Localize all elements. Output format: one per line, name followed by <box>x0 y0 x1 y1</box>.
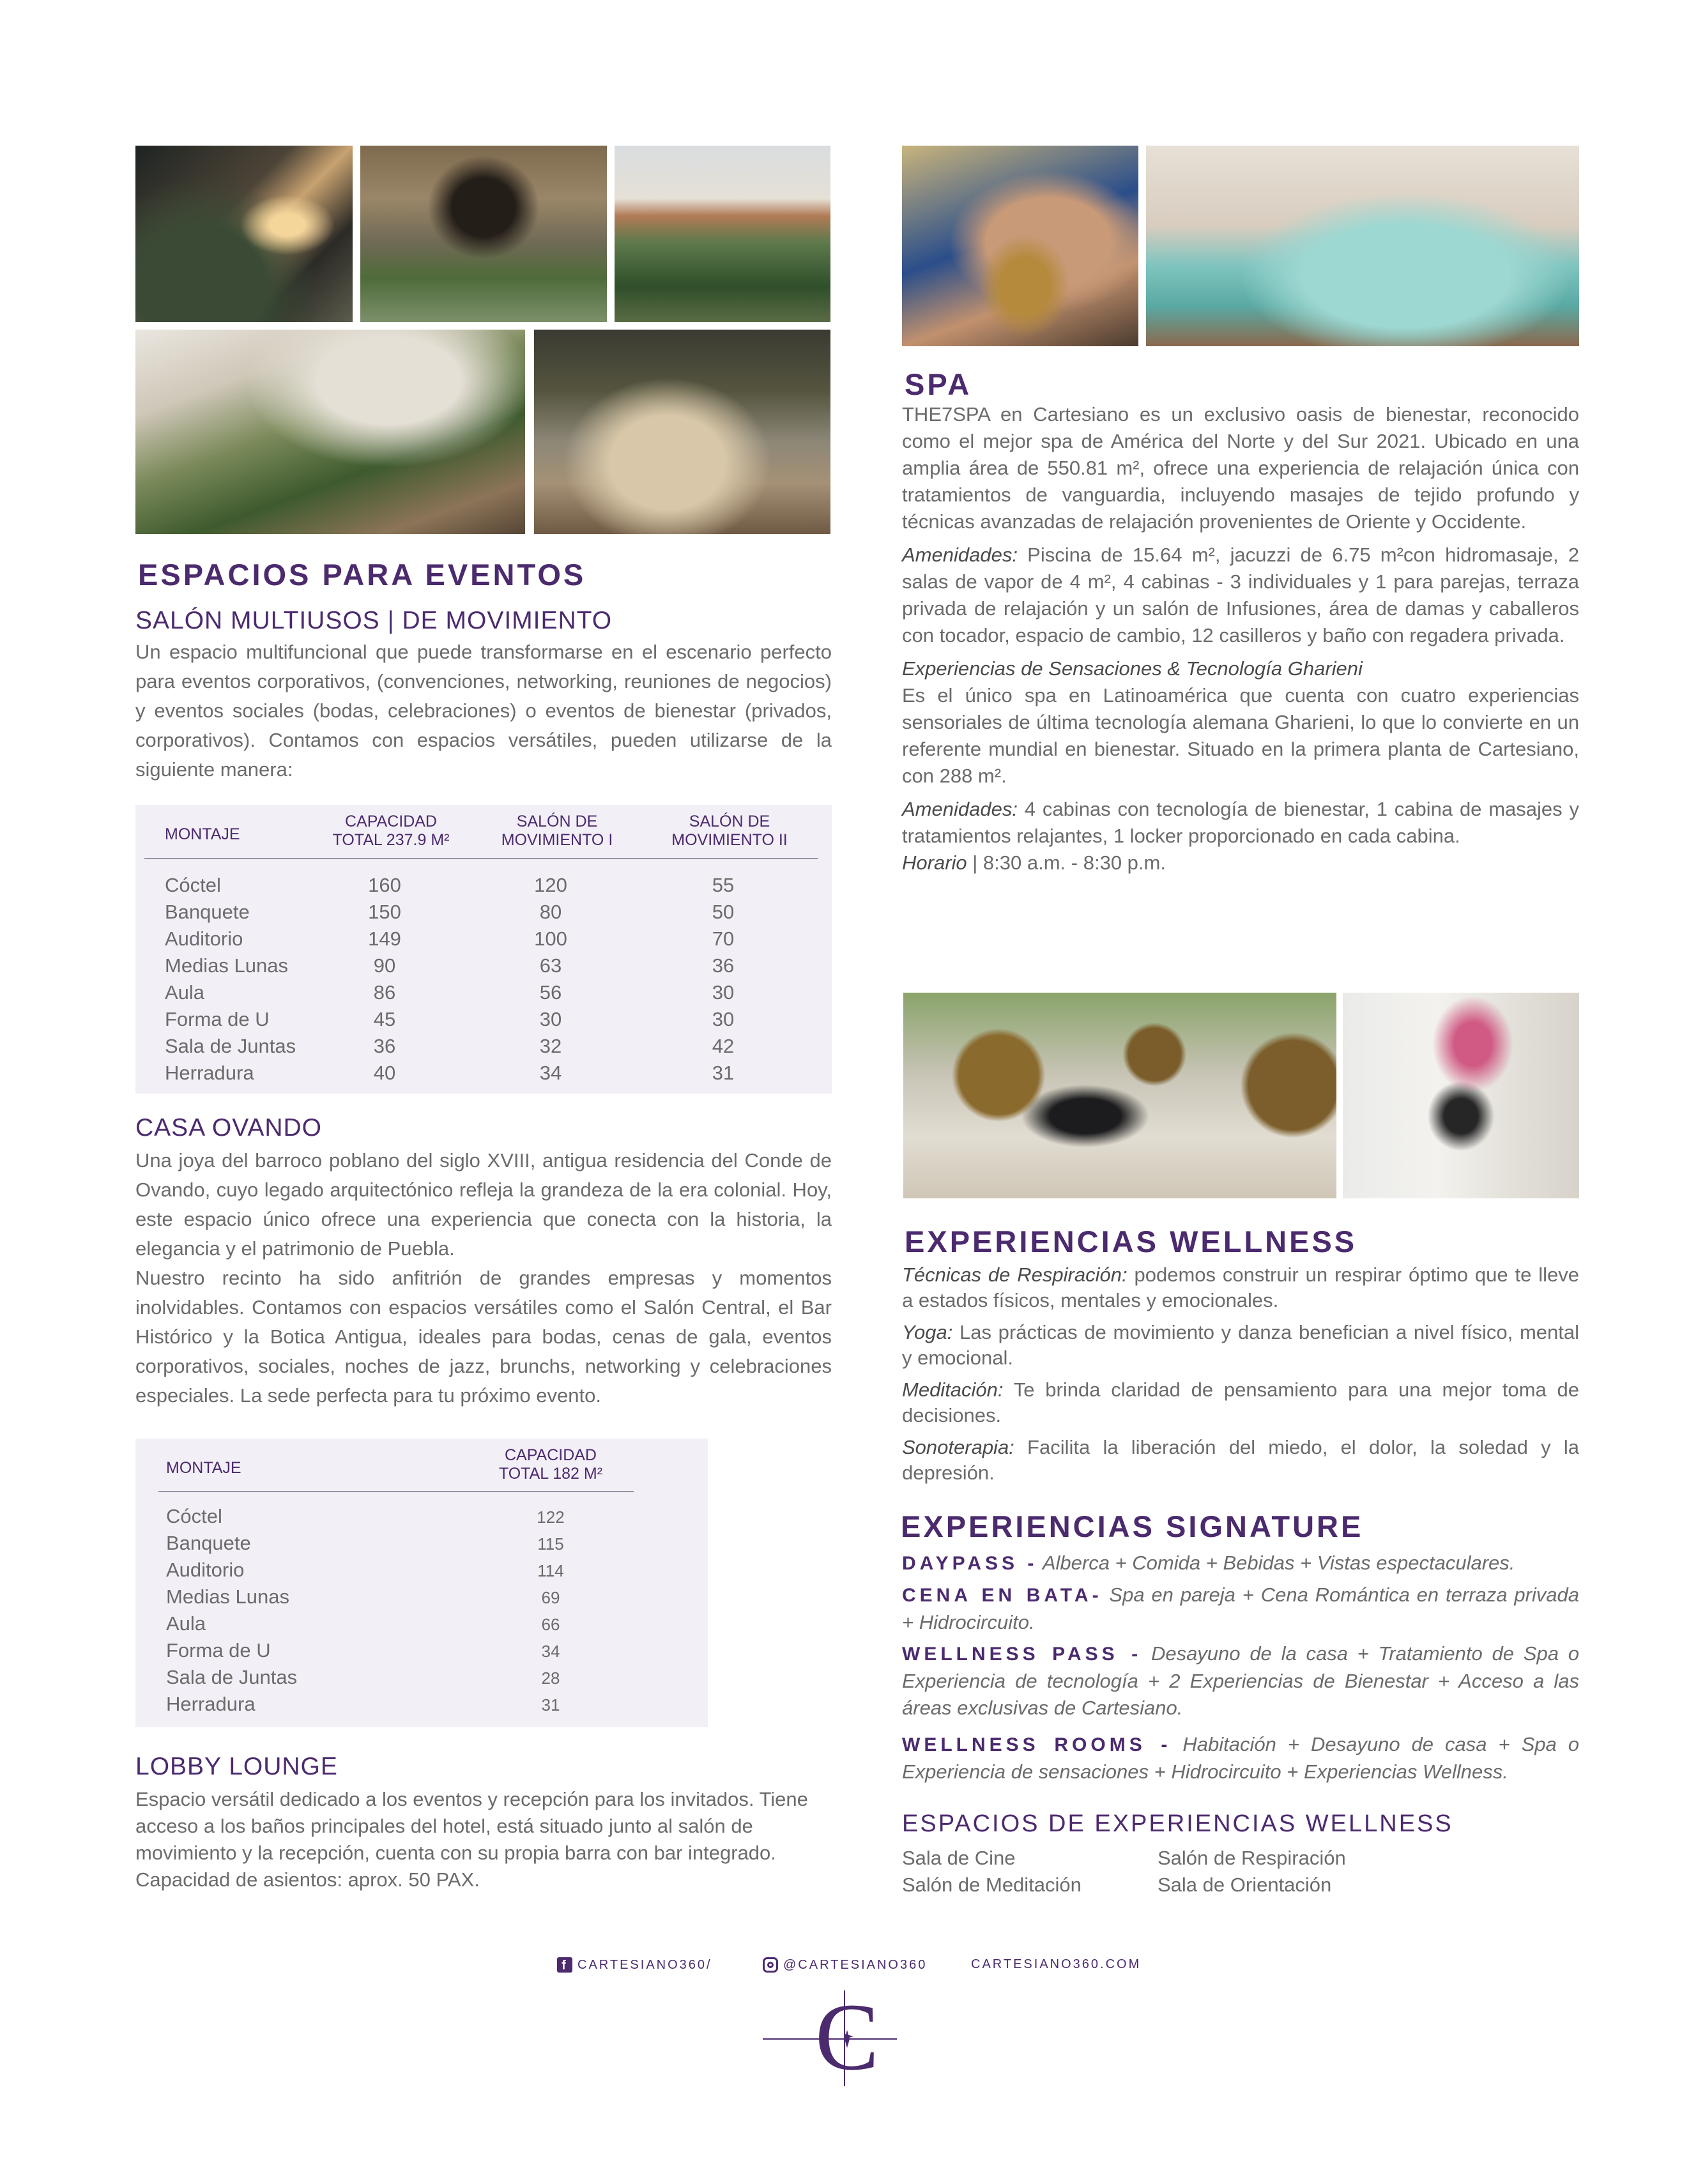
signature-heading: EXPERIENCIAS SIGNATURE <box>901 1509 1364 1543</box>
table-cell-total: 69 <box>541 1588 560 1607</box>
table-cell-m2: 42 <box>712 1035 735 1057</box>
table-cell-m2: 30 <box>712 981 735 1004</box>
table-cell-m1: 56 <box>539 981 562 1004</box>
table-cell-total: 160 <box>368 874 401 896</box>
casa-ovando-description: Una joya del barroco poblano del siglo XVIII, antigua residencia del Conde de Ovando, cuyo legado arquitectónico refleja la grandeza de la era colonial. Hoy, este espacio único ofrece una experiencia que conecta con la historia, la elegancia y el patrimonio de Puebla. Nuestro recinto ha sido anfitrión de grandes empresas y momentos inolvidables. Contamos con espacios versátiles como el Salón Central, el Bar Histórico y la Botica Antigua, ideales para bodas, cenas de gala, eventos corporativos, sociales, noches de jazz, brunchs, networking y celebraciones especiales. La sede perfecta para tu próximo evento. <box>135 1149 832 1407</box>
table-cell-name: Forma de U <box>166 1639 271 1661</box>
table-cell-name: Forma de U <box>165 1008 270 1030</box>
signature-item-key: CENA EN BATA- <box>902 1585 1103 1606</box>
table-cell-m1: 120 <box>534 874 567 896</box>
logo-letter: C <box>815 1984 880 2090</box>
table-row <box>135 928 832 954</box>
table-header-movimiento-2: SALÓN DE MOVIMIENTO II <box>671 813 788 849</box>
table-cell-m2: 70 <box>712 928 735 950</box>
table-cell-total: 150 <box>368 901 401 923</box>
table-cell-total: 114 <box>537 1561 564 1580</box>
wellness-item-text: Te brinda claridad de pensamiento para una mejor toma de decisiones. <box>902 1378 1579 1426</box>
table-header-rule <box>144 858 818 859</box>
signature-item-key: WELLNESS PASS - <box>902 1644 1142 1665</box>
table-cell-total: 34 <box>541 1642 560 1661</box>
wellness-item <box>902 1377 1579 1428</box>
website-link[interactable]: CARTESIANO360.COM <box>971 1957 1142 1971</box>
table-row <box>135 1532 708 1559</box>
table-cell-total: 149 <box>368 928 401 950</box>
wellness-item-text: Las prácticas de movimiento y danza benefician a nivel físico, mental y emocional. <box>902 1321 1579 1369</box>
table-row <box>135 901 832 928</box>
photo-spa-pool <box>1146 146 1579 346</box>
wellness-heading: EXPERIENCIAS WELLNESS <box>905 1225 1357 1258</box>
table-cell-m2: 31 <box>712 1062 735 1084</box>
instagram-icon <box>763 1957 778 1973</box>
table-cell-total: 90 <box>373 954 396 977</box>
table-cell-total: 86 <box>373 981 396 1004</box>
photo-gong-sound-therapy <box>903 993 1336 1198</box>
wellness-item-label: Yoga: <box>902 1321 953 1343</box>
photo-colonial-patio <box>135 330 525 534</box>
facebook-icon: f <box>557 1957 572 1973</box>
signature-item <box>902 1582 1579 1636</box>
table-cell-name: Aula <box>166 1612 206 1635</box>
table-header-movimiento-1: SALÓN DE MOVIMIENTO I <box>501 813 613 849</box>
table-cell-m2: 50 <box>712 901 735 923</box>
table-cell-m2: 36 <box>712 954 735 977</box>
table-cell-name: Aula <box>165 981 205 1004</box>
wellness-item-text: Facilita la liberación del miedo, el dolor, la soledad y la depresión. <box>902 1436 1579 1484</box>
table-cell-total: 115 <box>537 1534 564 1554</box>
wellness-spaces-heading: ESPACIOS DE EXPERIENCIAS WELLNESS <box>902 1810 1453 1837</box>
table2-header-montaje: MONTAJE <box>166 1459 241 1477</box>
table-row <box>135 874 832 901</box>
table-header-capacidad: CAPACIDAD TOTAL 237.9 M² <box>332 813 450 849</box>
signature-item <box>902 1550 1579 1577</box>
lobby-lounge-description: Espacio versátil dedicado a los eventos y recepción para los invitados. Tiene acceso a los baños principales del hotel, está situado junto al salón de movimiento y la recepción, cuenta con su propia barra con bar integrado. Capacidad de asientos: aprox. 50 PAX. <box>135 1788 808 1891</box>
wellness-item-text: podemos construir un respirar óptimo que te lleve a estados físicos, mentales y emocionales. <box>902 1264 1579 1311</box>
table-row <box>135 1639 708 1666</box>
signature-item-key: DAYPASS - <box>902 1553 1038 1574</box>
signature-item-text: Alberca + Comida + Bebidas + Vistas espectaculares. <box>1037 1552 1515 1574</box>
table2-header-capacidad: CAPACIDAD TOTAL 182 M² <box>498 1446 603 1483</box>
signature-item <box>902 1640 1579 1722</box>
photo-garden-city-view <box>615 146 830 322</box>
table-row <box>135 1035 832 1062</box>
table-cell-name: Medias Lunas <box>166 1585 290 1608</box>
table-row <box>135 1585 708 1612</box>
signature-item-text: Habitación + Desayuno de casa + Spa o Experiencia de sensaciones + Hidrocircuito + Experiencias Wellness. <box>902 1733 1579 1783</box>
wellness-item-label: Meditación: <box>902 1378 1004 1401</box>
table-row <box>135 1693 708 1720</box>
table-row <box>135 1062 832 1088</box>
table2-header-rule <box>158 1491 634 1492</box>
table-cell-name: Banquete <box>165 901 250 923</box>
table-row <box>135 1559 708 1585</box>
instagram-link[interactable]: @CARTESIANO360 <box>763 1957 927 1973</box>
table-row <box>135 1666 708 1693</box>
table-cell-total: 36 <box>373 1035 396 1057</box>
table-cell-name: Sala de Juntas <box>165 1035 296 1057</box>
table-cell-name: Herradura <box>166 1693 256 1715</box>
signature-item <box>902 1731 1579 1785</box>
cartesiano-logo <box>763 1984 897 2090</box>
table-cell-name: Cóctel <box>165 874 221 896</box>
table-row <box>135 1505 708 1532</box>
wellness-list <box>902 1262 1579 1486</box>
wellness-item <box>902 1320 1579 1371</box>
wellness-item <box>902 1262 1579 1313</box>
wellness-item <box>902 1435 1579 1486</box>
table-cell-total: 28 <box>541 1669 560 1688</box>
table-cell-m1: 32 <box>539 1035 562 1057</box>
spa-heading: SPA <box>905 367 972 401</box>
salon-description: Un espacio multifuncional que puede transformarse en el escenario perfecto para eventos corporativos, (convenciones, networking, reuniones de negocios) y eventos sociales (bodas, celebraciones) o eventos de bienestar (privados, corporativos). Contamos con espacios versátiles, pueden utilizarse de la siguiente manera: <box>135 641 832 781</box>
events-heading: ESPACIOS PARA EVENTOS <box>138 558 586 592</box>
photo-stone-arch-courtyard <box>360 146 607 322</box>
table-cell-name: Medias Lunas <box>165 954 289 977</box>
spa-description: THE7SPA en Cartesiano es un exclusivo oasis de bienestar, reconocido como el mejor spa de América del Norte y del Sur 2021. Ubicado en una amplia área de 550.81 m², ofrece una experiencia de relajación única con tratamientos de vanguardia, incluyendo masajes de tejido profundo y técnicas avanzadas de relajación provenientes de Oriente y Occidente. Amenidades: Piscina de 15.64 m², jacuzzi de 6.75 m²con hidromasaje, 2 salas de vapor de 4 m², 4 cabinas - 3 individuales y 1 para parejas, terraza privada de relajación y un salón de Infusiones, área de damas y caballeros con tocador, espacio de cambio, 12 casilleros y baño con regadera privada. Experiencias de Sensaciones & Tecnología Gharieni Es el único spa en Latinoamérica que cuenta con cuatro experiencias sensoriales de última tecnología alemana Gharieni, lo que lo convierte en un referente mundial en bienestar. Situado en la primera planta de Cartesiano, con 288 m². Amenidades: 4 cabinas con tecnología de bienestar, 1 cabina de masajes y tratamientos relajantes, 1 locker proporcionado en cada cabina. Horario | 8:30 a.m. - 8:30 p.m. <box>902 403 1579 874</box>
table-cell-name: Auditorio <box>166 1559 245 1581</box>
signature-item-text: Spa en pareja + Cena Romántica en terraza privada + Hidrocircuito. <box>902 1584 1579 1633</box>
salon-title: SALÓN MULTIUSOS | DE MOVIMIENTO <box>135 607 613 634</box>
table-cell-m1: 100 <box>534 928 567 950</box>
wellness-item-label: Técnicas de Respiración: <box>902 1264 1128 1286</box>
photo-aerial-yoga <box>1343 993 1579 1198</box>
table-cell-m1: 34 <box>539 1062 562 1084</box>
photo-singing-bowl-massage <box>902 146 1138 346</box>
table-cell-total: 31 <box>541 1695 560 1714</box>
table-cell-name: Banquete <box>166 1532 251 1554</box>
signature-item-key: WELLNESS ROOMS - <box>902 1734 1172 1755</box>
table-cell-m2: 30 <box>712 1008 735 1030</box>
salon-capacity-table <box>135 805 832 1094</box>
wellness-spaces-col-1: Sala de Cine Salón de Meditación <box>902 1847 1082 1896</box>
table-cell-total: 45 <box>373 1008 396 1030</box>
table-row <box>135 1612 708 1639</box>
photo-banquet-terrace <box>534 330 830 534</box>
table-cell-name: Cóctel <box>166 1505 222 1527</box>
table-cell-name: Herradura <box>165 1062 254 1084</box>
photo-illuminated-staircase <box>135 146 353 322</box>
table-cell-m1: 80 <box>539 901 562 923</box>
signature-item-text: Desayuno de la casa + Tratamiento de Spa o Experiencia de tecnología + 2 Experiencias de Bienestar + Acceso a las áreas exclusivas de Cartesiano. <box>902 1642 1579 1719</box>
table-cell-total: 40 <box>373 1062 396 1084</box>
table-row <box>135 981 832 1008</box>
lobby-lounge-title: LOBBY LOUNGE <box>135 1753 338 1780</box>
casa-ovando-title: CASA OVANDO <box>135 1114 323 1142</box>
table-cell-name: Auditorio <box>165 928 243 950</box>
wellness-item-label: Sonoterapia: <box>902 1436 1014 1458</box>
table-cell-total: 122 <box>537 1508 565 1527</box>
table-cell-m1: 63 <box>539 954 562 977</box>
table-cell-total: 66 <box>541 1615 560 1634</box>
table-cell-name: Sala de Juntas <box>166 1666 298 1688</box>
casa-capacity-table <box>135 1439 708 1727</box>
table-row <box>135 954 832 981</box>
table-cell-m2: 55 <box>712 874 735 896</box>
table-header-montaje: MONTAJE <box>165 825 240 843</box>
table-cell-m1: 30 <box>539 1008 562 1030</box>
facebook-link[interactable]: f CARTESIANO360/ <box>557 1957 712 1973</box>
table-row <box>135 1008 832 1035</box>
wellness-spaces-col-2: Salón de Respiración Sala de Orientación <box>1158 1847 1346 1896</box>
